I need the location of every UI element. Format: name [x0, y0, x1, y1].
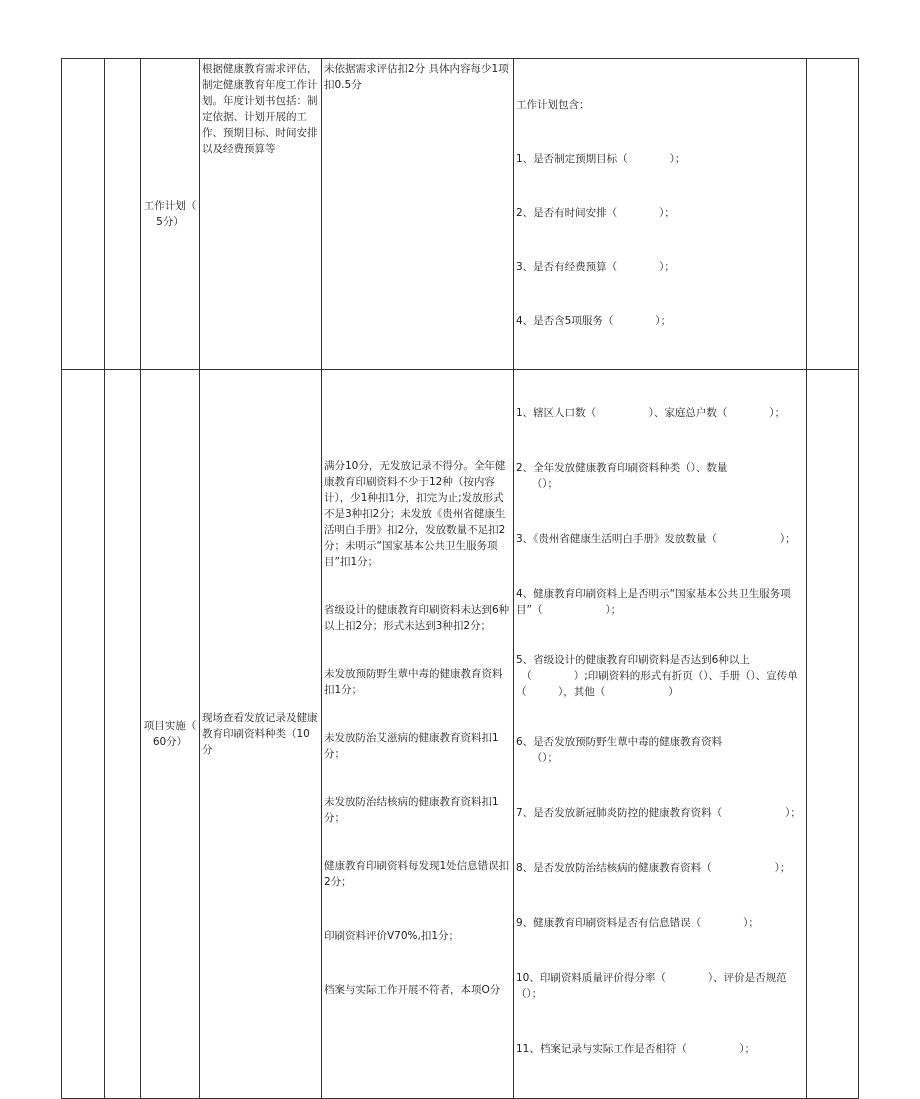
method-text: 根据健康教育需求评估，制定健康教育年度工作计划。年度计划书包括：制定依据、计划开展的工作、预期目标、时间安排以及经费预算等 [202, 63, 318, 155]
list-item: 2、是否有时间安排（ ）； [516, 207, 675, 219]
category-cell [141, 370, 200, 1099]
list-item: 4、是否含5项服务（ ）； [516, 315, 672, 327]
record-list [514, 59, 806, 369]
empty-cell [807, 59, 859, 370]
record-cell [514, 370, 807, 1099]
list-item: 5、省级设计的健康教育印刷资料是否达到6种以上 （ ）;印刷资料的形式有折页（）、手册（）、宣传单（ ），其他（ ） [516, 654, 798, 698]
list-item: 未发放预防野生蕈中毒的健康教育资料扣1分； [324, 668, 503, 696]
list-item: 3、是否有经费预算（ ）； [516, 261, 675, 273]
list-item: 未发放防治艾滋病的健康教育资料扣1分； [324, 732, 499, 760]
list-item: 1、辖区人口数（ ）、家庭总户数（ ）； [516, 407, 786, 419]
category-label: 项目实施（ 60分） [143, 720, 197, 748]
table-row [62, 59, 859, 370]
method-text: 现场查看发放记录及健康教育印刷资料种类（10分 [202, 712, 318, 756]
list-item: 9、健康教育印刷资料是否有信息错误（ ）； [516, 917, 759, 929]
list-item: 7、是否发放新冠肺炎防控的健康教育资料（ ）； [516, 807, 801, 819]
list-item: 11、档案记录与实际工作是否相符（ ）； [516, 1043, 756, 1055]
method-cell [200, 59, 322, 370]
record-list [514, 370, 806, 1098]
scoring-list [322, 370, 513, 1032]
list-item: 印刷资料评价V70%,扣1分； [324, 930, 460, 942]
record-cell [514, 59, 807, 370]
empty-cell [807, 370, 859, 1099]
list-item: 4、健康教育印刷资料上是否明示“国家基本公共卫生服务项目”（ ）； [516, 588, 791, 616]
empty-cell [105, 370, 141, 1099]
empty-cell [62, 370, 105, 1099]
scoring-cell [322, 370, 514, 1099]
list-item: 3、《贵州省健康生活明白手册》发放数量（ ）； [516, 533, 796, 545]
list-item: 档案与实际工作开展不符者，本项O分 [324, 984, 501, 996]
list-item: 6、是否发放预防野生蕈中毒的健康教育资料 （）； [516, 736, 723, 764]
list-item: 满分10分，无发放记录不得分。全年健康教育印刷资料不少于12种（按内容计），少1种扣1分，扣完为止;发放形式不是3种扣2分；未发放《贵州省健康生活明白手册》扣2分，发放数量不足扣2分；未明示“国家基本公共卫生服务项目”扣1分； [324, 460, 506, 568]
category-cell [141, 59, 200, 370]
list-item: 1、是否制定预期目标（ ）； [516, 153, 686, 165]
method-cell [200, 370, 322, 1099]
empty-cell [105, 59, 141, 370]
empty-cell [62, 59, 105, 370]
scoring-text: 未依据需求评估扣2分 具体内容每少1项扣0.5分 [324, 63, 509, 91]
table-row [62, 370, 859, 1099]
assessment-table [61, 58, 859, 1099]
list-item: 未发放防治结核病的健康教育资料扣1分； [324, 796, 499, 824]
scoring-cell [322, 59, 514, 370]
list-item: 健康教育印刷资料每发现1处信息错误扣2分； [324, 860, 510, 888]
list-item: 8、是否发放防治结核病的健康教育资料（ ）； [516, 862, 791, 874]
list-item: 2、全年发放健康教育印刷资料种类（）、数量 （）； [516, 462, 728, 490]
category-label: 工作计划（ 5分） [143, 200, 197, 228]
list-item: 工作计划包含： [516, 99, 590, 111]
list-item: 10、印刷资料质量评价得分率（ ）、评价是否规范（）； [516, 972, 787, 1000]
list-item: 省级设计的健康教育印刷资料未达到6种以上扣2分；形式未达到3种扣2分； [324, 604, 510, 632]
